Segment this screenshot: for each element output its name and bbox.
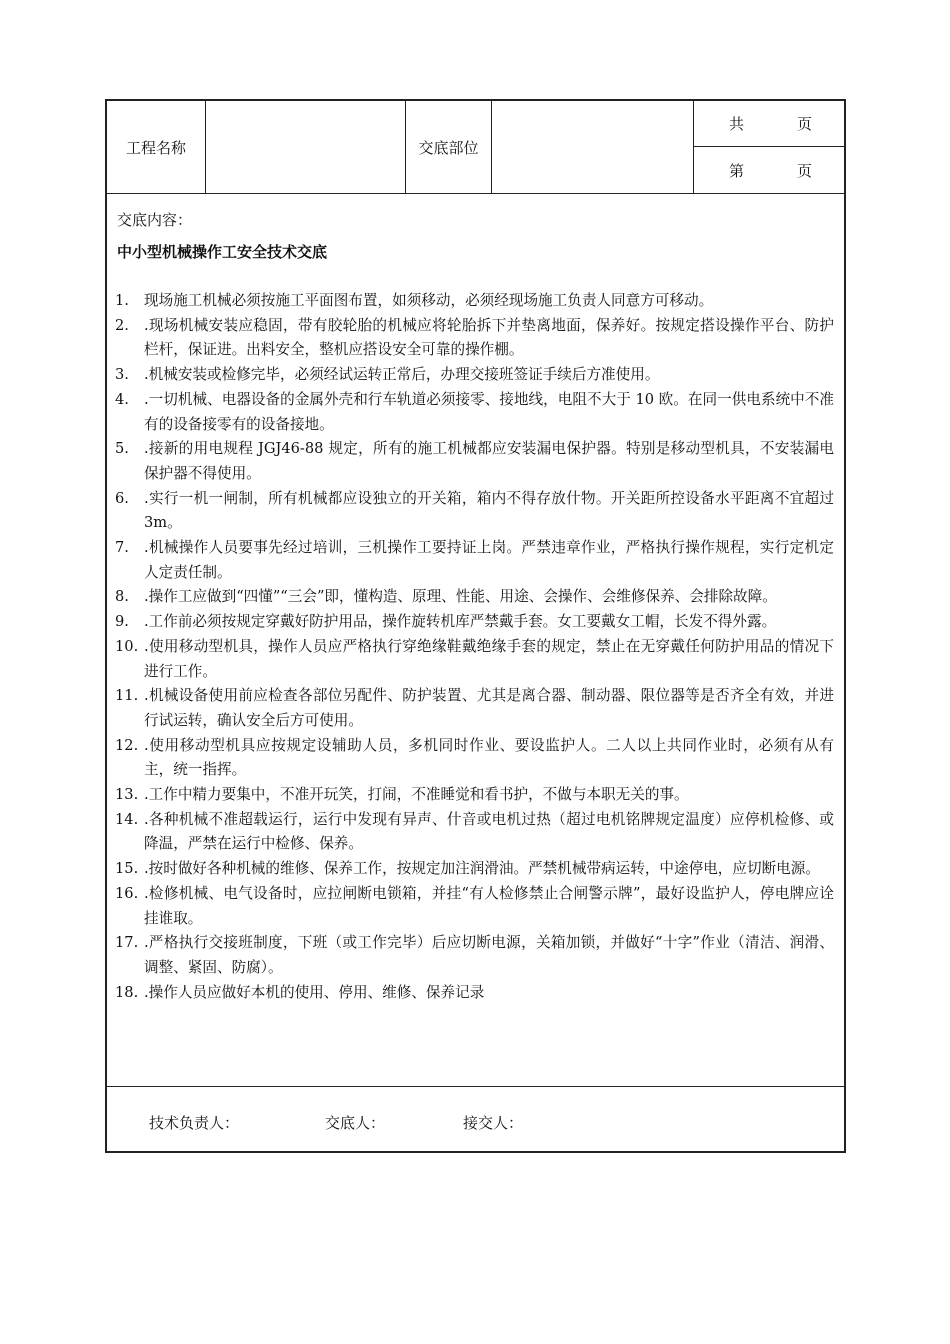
list-item-text: .实行一机一闸制，所有机械都应设独立的开关箱，箱内不得存放什物。开关距所控设备水平距离不宜超过 3m。 <box>144 489 834 532</box>
list-item <box>107 857 844 882</box>
list-item-number: 15. <box>115 860 139 878</box>
list-item-text: .操作人员应做好本机的使用、停用、维修、保养记录 <box>144 983 485 1001</box>
project-name-field[interactable] <box>206 101 405 193</box>
list-item <box>107 487 844 536</box>
list-item-text: .使用移动型机具，操作人员应严格执行穿绝缘鞋戴绝缘手套的规定，禁止在无穿戴任何防护用品的情况下进行工作。 <box>144 637 834 680</box>
list-item-number: 13. <box>115 786 139 804</box>
page-number-row <box>693 147 846 193</box>
list-item-number: 12. <box>115 736 139 754</box>
document-title: 中小型机械操作工安全技术交底 <box>117 243 328 261</box>
list-item-text: .工作前必须按规定穿戴好防护用品，操作旋转机库严禁戴手套。女工要戴女工帽，长发不得外露。 <box>144 613 777 631</box>
content-label: 交底内容： <box>117 211 193 229</box>
list-item-text: .工作中精力要集中，不准开玩笑，打闹，不准睡觉和看书护，不做与本职无关的事。 <box>144 786 689 804</box>
form-header <box>107 101 844 194</box>
total-pages-row <box>693 101 846 147</box>
list-item <box>107 734 844 783</box>
list-item-text: .按时做好各种机械的维修、保养工作，按规定加注润滑油。严禁机械带病运转，中途停电，应切断电源。 <box>144 860 820 878</box>
list-item-number: 18. <box>115 983 139 1001</box>
list-item-text: .各种机械不准超载运行，运行中发现有异声、什音或电机过热（超过电机铭牌规定温度）应停机检修、或降温，严禁在运行中检修、保养。 <box>144 810 834 853</box>
list-item-text: .机械操作人员要事先经过培训，三机操作工要持证上岗。严禁违章作业，严格执行操作规程，实行定机定人定责任制。 <box>144 539 834 581</box>
disclosure-location-label: 交底部位 <box>418 138 479 157</box>
list-item <box>107 610 844 635</box>
total-pages-prefix: 共 <box>729 115 745 133</box>
list-item-number: 9. <box>115 613 129 631</box>
list-item <box>107 981 844 1006</box>
total-pages-suffix: 页 <box>796 115 812 133</box>
list-item-number: 3. <box>115 366 129 384</box>
disclosure-form <box>105 99 846 1153</box>
list-item <box>107 536 844 585</box>
list-item-text: .一切机械、电器设备的金属外壳和行车轨道必须接零、接地线，电阻不大于 10 欧。在同一供电系统中不准有的设备接零有的设备接地。 <box>144 390 834 433</box>
list-item-text: .现场机械安装应稳固，带有胶轮胎的机械应将轮胎拆下并垫离地面，保养好。按规定搭设操作平台、防护栏杆，保证进。出料安全，整机应搭设安全可靠的操作棚。 <box>144 316 834 359</box>
disclosure-location-field[interactable] <box>492 101 693 193</box>
list-item <box>107 363 844 388</box>
list-item-number: 17. <box>115 934 139 952</box>
safety-rules-list <box>107 289 844 1005</box>
tech-lead-signature-label: 技术负责人： <box>149 1114 240 1132</box>
list-item <box>107 437 844 486</box>
list-item <box>107 931 844 980</box>
disclosure-content <box>107 193 844 1086</box>
list-item-text: .接新的用电规程 JGJ46-88 规定，所有的施工机械都应安装漏电保护器。特别是移动型机具，不安装漏电保护器不得使用。 <box>144 440 834 482</box>
page-counter <box>693 101 846 193</box>
list-item-number: 11. <box>115 687 139 705</box>
list-item-text: 现场施工机械必须按施工平面图布置，如须移动，必须经现场施工负责人同意方可移动。 <box>144 292 714 309</box>
list-item-text: .检修机械、电气设备时，应拉闸断电锁箱，并挂“有人检修禁止合闸警示牌”，最好设监护人，停电牌应诠挂谁取。 <box>144 884 834 927</box>
list-item-number: 10. <box>115 637 139 655</box>
list-item <box>107 388 844 437</box>
list-item <box>107 808 844 857</box>
page-number-suffix: 页 <box>796 161 812 180</box>
signature-row <box>107 1086 844 1154</box>
list-item-text: .严格执行交接班制度，下班（或工作完毕）后应切断电源，关箱加锁，并做好“十字”作业（清洁、润滑、调整、紧固、防腐）。 <box>144 934 834 976</box>
list-item-number: 14. <box>115 810 139 828</box>
list-item-number: 8. <box>115 588 129 606</box>
list-item <box>107 585 844 610</box>
list-item-number: 2. <box>115 316 129 334</box>
list-item-number: 6. <box>115 489 129 507</box>
list-item-number: 16. <box>115 884 139 902</box>
discloser-signature-label: 交底人： <box>325 1114 386 1132</box>
list-item-text: .使用移动型机具应按规定设辅助人员，多机同时作业、要设监护人。二人以上共同作业时，必须有从有主，统一指挥。 <box>144 736 834 779</box>
list-item-text: .机械设备使用前应检查各部位另配件、防护装置、尤其是离合器、制动器、限位器等是否齐全有效，并进行试运转，确认安全后方可使用。 <box>144 687 834 729</box>
project-name-label: 工程名称 <box>125 138 186 157</box>
list-item-number: 5. <box>115 440 129 458</box>
list-item <box>107 635 844 684</box>
list-item-number: 7. <box>115 539 129 557</box>
list-item-text: .操作工应做到“四懂”“三会”即，懂构造、原理、性能、用途、会操作、会维修保养、会排除故障。 <box>144 588 777 606</box>
list-item-number: 4. <box>115 390 129 408</box>
receiver-signature-label: 接交人： <box>463 1114 524 1132</box>
list-item <box>107 314 844 363</box>
list-item-text: .机械安装或检修完毕，必须经试运转正常后，办理交接班签证手续后方准使用。 <box>144 366 660 384</box>
list-item <box>107 289 844 314</box>
list-item-number: 1. <box>115 292 129 309</box>
list-item <box>107 882 844 931</box>
page-number-prefix: 第 <box>729 161 745 180</box>
list-item <box>107 783 844 808</box>
list-item <box>107 684 844 733</box>
